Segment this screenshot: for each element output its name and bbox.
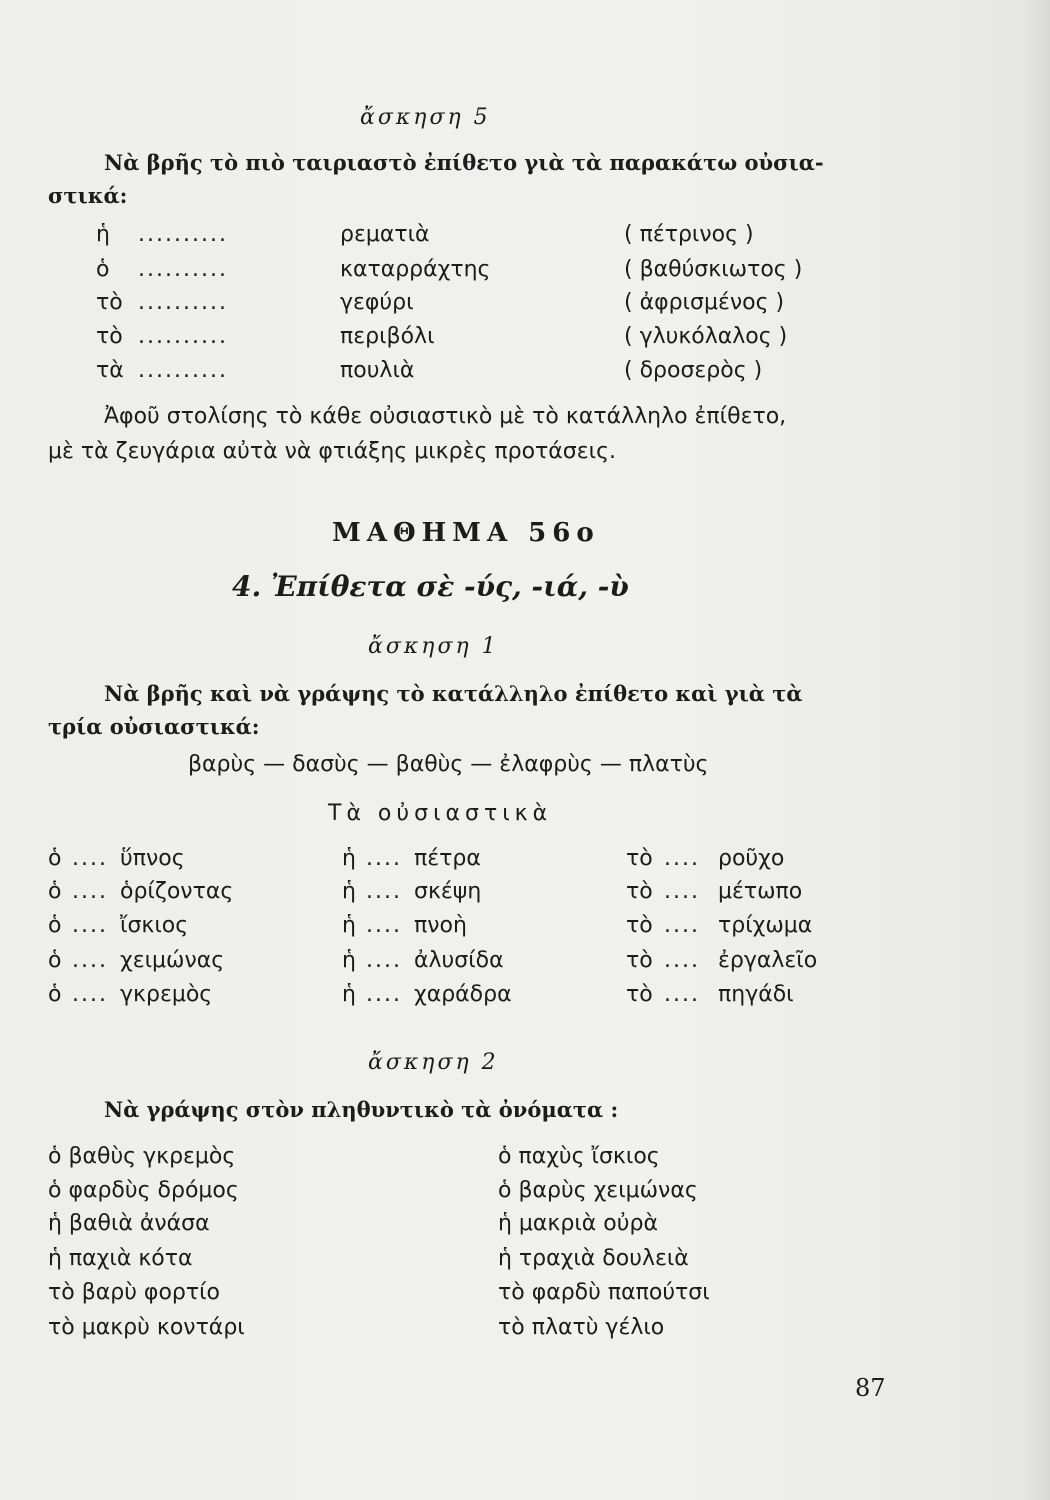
ex1-article: ὁ: [48, 846, 62, 871]
adjective-options: βαρὺς — δασὺς — βαθὺς — ἐλαφρὺς — πλατὺς: [188, 752, 709, 777]
exercise-2-heading: ἄσκηση 2: [368, 1050, 499, 1075]
ex2-left-item: τὸ μακρὺ κοντάρι: [48, 1315, 245, 1340]
exercise-5-follow-line2: μὲ τὰ ζευγάρια αὐτὰ νὰ φτιάξης μικρὲς προτάσεις.: [48, 439, 616, 464]
ex1-blank: ....: [72, 846, 108, 871]
ex1-article: ἡ: [342, 913, 356, 938]
ex1-noun: ἀλυσίδα: [414, 948, 504, 973]
ex1-article: ὁ: [48, 913, 62, 938]
nouns-heading: Τὰ οὐσιαστικὰ: [328, 801, 553, 826]
ex5-blank: ..........: [138, 257, 228, 282]
ex1-blank: ....: [72, 948, 108, 973]
ex5-blank: ..........: [138, 290, 228, 315]
ex2-left-item: ὁ φαρδὺς δρόμος: [48, 1178, 239, 1203]
ex1-noun: ἴσκιος: [120, 913, 189, 938]
ex1-blank: ....: [664, 982, 700, 1007]
exercise-5-instruction-line1: Νὰ βρῆς τὸ πιὸ ταιριαστὸ ἐπίθετο γιὰ τὰ παρακάτω οὐσια-: [104, 150, 824, 175]
ex1-blank: ....: [366, 846, 402, 871]
ex1-noun: μέτωπο: [718, 879, 803, 904]
ex5-article: ἡ: [96, 222, 110, 247]
ex2-right-item: ὁ παχὺς ἴσκιος: [498, 1144, 660, 1169]
ex1-blank: ....: [72, 879, 108, 904]
lesson-subtitle: 4. Ἐπίθετα σὲ -ύς, -ιά, -ὺ: [232, 570, 629, 603]
ex1-article: ἡ: [342, 982, 356, 1007]
ex2-right-item: ἡ μακριὰ οὐρὰ: [498, 1211, 658, 1236]
ex5-noun: καταρράχτης: [340, 257, 491, 282]
ex1-noun: ὕπνος: [120, 846, 185, 871]
exercise-1-instruction-line2: τρία οὐσιαστικά:: [48, 714, 260, 739]
ex1-blank: ....: [366, 879, 402, 904]
ex1-noun: πέτρα: [414, 846, 481, 871]
ex5-noun: ρεματιὰ: [340, 222, 430, 247]
ex1-noun: ὁρίζοντας: [120, 879, 234, 904]
ex1-article: ὁ: [48, 948, 62, 973]
ex1-noun: γκρεμὸς: [120, 982, 213, 1007]
ex1-noun: χαράδρα: [414, 982, 512, 1007]
ex1-article: ὁ: [48, 982, 62, 1007]
ex1-noun: σκέψη: [414, 879, 482, 904]
ex5-adjective: ( γλυκόλαλος ): [624, 324, 788, 349]
ex1-blank: ....: [664, 879, 700, 904]
ex5-article: τὸ: [96, 290, 123, 315]
ex1-article: τὸ: [626, 879, 653, 904]
ex2-right-item: ὁ βαρὺς χειμώνας: [498, 1178, 698, 1203]
ex1-noun: πηγάδι: [718, 982, 794, 1007]
ex1-blank: ....: [72, 913, 108, 938]
exercise-1-instruction-line1: Νὰ βρῆς καὶ νὰ γράψης τὸ κατάλληλο ἐπίθετο καὶ γιὰ τὰ: [104, 681, 803, 706]
exercise-1-heading: ἄσκηση 1: [368, 634, 499, 659]
ex5-adjective: ( πέτρινος ): [624, 222, 754, 247]
ex1-noun: χειμώνας: [120, 948, 225, 973]
ex5-blank: ..........: [138, 222, 228, 247]
ex1-noun: ροῦχο: [718, 846, 785, 871]
ex1-article: ὁ: [48, 879, 62, 904]
exercise-5-instruction-line2: στικά:: [48, 183, 128, 208]
ex1-blank: ....: [366, 948, 402, 973]
ex5-noun: πουλιὰ: [340, 358, 415, 383]
exercise-5-follow-line1: Ἀφοῦ στολίσης τὸ κάθε οὐσιαστικὸ μὲ τὸ κατάλληλο ἐπίθετο,: [104, 404, 787, 429]
ex1-article: τὸ: [626, 982, 653, 1007]
ex1-blank: ....: [366, 982, 402, 1007]
ex5-article: ὁ: [96, 257, 110, 282]
ex5-blank: ..........: [138, 324, 228, 349]
ex5-article: τὰ: [96, 358, 124, 383]
ex1-blank: ....: [72, 982, 108, 1007]
ex1-noun: πνοὴ: [414, 913, 467, 938]
ex2-right-item: τὸ πλατὺ γέλιο: [498, 1315, 665, 1340]
ex1-article: τὸ: [626, 913, 653, 938]
ex5-blank: ..........: [138, 358, 228, 383]
ex1-article: τὸ: [626, 846, 653, 871]
ex2-left-item: ἡ παχιὰ κότα: [48, 1246, 193, 1271]
page-number: 87: [855, 1374, 886, 1402]
ex2-left-item: ὁ βαθὺς γκρεμὸς: [48, 1144, 236, 1169]
ex5-adjective: ( ἀφρισμένος ): [624, 290, 785, 315]
ex5-noun: περιβόλι: [340, 324, 435, 349]
ex5-adjective: ( βαθύσκιωτος ): [624, 257, 803, 282]
exercise-2-instruction: Νὰ γράψης στὸν πληθυντικὸ τὰ ὀνόματα :: [104, 1097, 619, 1122]
lesson-title: ΜΑΘΗΜΑ 56ο: [332, 518, 600, 548]
ex2-right-item: τὸ φαρδὺ παπούτσι: [498, 1280, 710, 1305]
ex1-article: ἡ: [342, 948, 356, 973]
ex2-left-item: ἡ βαθιὰ ἀνάσα: [48, 1211, 210, 1236]
ex2-left-item: τὸ βαρὺ φορτίο: [48, 1280, 221, 1305]
ex1-noun: τρίχωμα: [718, 913, 813, 938]
ex1-blank: ....: [664, 913, 700, 938]
ex5-article: τὸ: [96, 324, 123, 349]
ex1-blank: ....: [366, 913, 402, 938]
ex1-article: ἡ: [342, 846, 356, 871]
ex1-noun: ἐργαλεῖο: [718, 948, 818, 973]
ex1-article: τὸ: [626, 948, 653, 973]
ex1-article: ἡ: [342, 879, 356, 904]
ex5-adjective: ( δροσερὸς ): [624, 358, 763, 383]
ex1-blank: ....: [664, 948, 700, 973]
ex2-right-item: ἡ τραχιὰ δουλειὰ: [498, 1246, 689, 1271]
ex1-blank: ....: [664, 846, 700, 871]
exercise-5-heading: ἄσκηση 5: [360, 105, 491, 130]
ex5-noun: γεφύρι: [340, 290, 414, 315]
